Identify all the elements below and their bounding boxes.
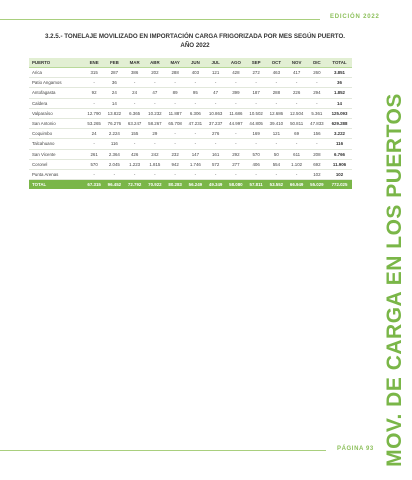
header-month: MAR [125, 58, 145, 68]
month-value-cell: 942 [165, 159, 185, 169]
month-value-cell: 2.364 [104, 149, 124, 159]
month-value-cell: - [266, 98, 286, 108]
month-value-cell: - [185, 78, 205, 88]
month-value-cell: 406 [246, 159, 266, 169]
tonnage-table [29, 58, 352, 189]
month-value-cell: - [165, 78, 185, 88]
month-value-cell: 50 [266, 149, 286, 159]
table-row [29, 169, 352, 179]
month-value-cell: 187 [246, 88, 266, 98]
month-value-cell: 463 [266, 68, 286, 78]
port-name-cell: Coquimbo [29, 129, 84, 139]
row-total-cell: 11.906 [327, 159, 352, 169]
month-value-cell: - [165, 169, 185, 179]
month-value-cell: 116 [104, 139, 124, 149]
month-value-cell: - [287, 139, 307, 149]
month-value-cell: 12.504 [287, 108, 307, 118]
total-value-cell: 56.249 [185, 180, 205, 190]
port-name-cell: Punta Arenas [29, 169, 84, 179]
month-value-cell: 36 [104, 78, 124, 88]
row-total-cell: 14 [327, 98, 352, 108]
month-value-cell: - [185, 129, 205, 139]
month-value-cell: 10.502 [246, 108, 266, 118]
month-value-cell: 29 [145, 129, 165, 139]
total-value-cell: 58.080 [226, 180, 246, 190]
month-value-cell: - [145, 78, 165, 88]
month-value-cell: 44.997 [226, 118, 246, 128]
month-value-cell: 156 [307, 129, 327, 139]
port-name-cell: Valparaíso [29, 108, 84, 118]
month-value-cell: 147 [185, 149, 205, 159]
header-month: ENE [84, 58, 104, 68]
month-value-cell: 37.237 [206, 118, 226, 128]
month-value-cell: 1.223 [125, 159, 145, 169]
table-row [29, 98, 352, 108]
month-value-cell: 226 [287, 88, 307, 98]
table-total-row [29, 180, 352, 190]
month-value-cell: - [206, 78, 226, 88]
header-month: MAY [165, 58, 185, 68]
month-value-cell: - [145, 169, 165, 179]
month-value-cell: 276 [206, 129, 226, 139]
header-month: JUN [185, 58, 205, 68]
month-value-cell: - [125, 98, 145, 108]
month-value-cell: - [226, 139, 246, 149]
month-value-cell: - [266, 139, 286, 149]
title-line-1: 3.2.5.- TONELAJE MOVILIZADO EN IMPORTACIÓN CARGA FRIGORIZADA POR MES SEGÚN PUERTO. [44, 33, 345, 40]
month-value-cell: 44.805 [246, 118, 266, 128]
month-value-cell: 208 [307, 149, 327, 159]
month-value-cell: - [125, 139, 145, 149]
total-value-cell: 66.949 [287, 180, 307, 190]
month-value-cell: 169 [246, 129, 266, 139]
row-total-cell: 3.851 [327, 68, 352, 78]
month-value-cell: 161 [206, 149, 226, 159]
month-value-cell: - [246, 78, 266, 88]
month-value-cell: - [246, 98, 266, 108]
month-value-cell: 272 [246, 68, 266, 78]
table-header-row [29, 58, 352, 68]
month-value-cell: - [287, 78, 307, 88]
header-month: DIC [307, 58, 327, 68]
month-value-cell: 315 [84, 68, 104, 78]
port-name-cell: Coronel [29, 159, 84, 169]
month-value-cell: 47.833 [307, 118, 327, 128]
month-value-cell: 2.045 [104, 159, 124, 169]
month-value-cell: 6.365 [125, 108, 145, 118]
month-value-cell: 232 [165, 149, 185, 159]
month-value-cell: - [185, 98, 205, 108]
month-value-cell: 5.361 [307, 108, 327, 118]
port-name-cell: Patio Angamos [29, 78, 84, 88]
month-value-cell: - [226, 169, 246, 179]
table-row [29, 129, 352, 139]
month-value-cell: 6.306 [185, 108, 205, 118]
month-value-cell: - [165, 139, 185, 149]
month-value-cell: 121 [266, 129, 286, 139]
month-value-cell: 12.686 [266, 108, 286, 118]
row-total-cell: 1.852 [327, 88, 352, 98]
month-value-cell: 11.686 [226, 108, 246, 118]
month-value-cell: 10.863 [206, 108, 226, 118]
header-port: PUERTO [29, 58, 84, 68]
port-name-cell: Talcahuano [29, 139, 84, 149]
header-month: AGO [226, 58, 246, 68]
header-month: NOV [287, 58, 307, 68]
table-row [29, 149, 352, 159]
month-value-cell: 288 [165, 68, 185, 78]
tonnage-table-container [29, 58, 352, 189]
month-value-cell: 76.276 [104, 118, 124, 128]
month-value-cell: 24 [125, 88, 145, 98]
month-value-cell: - [246, 169, 266, 179]
month-value-cell: - [125, 78, 145, 88]
month-value-cell: - [165, 129, 185, 139]
table-row [29, 88, 352, 98]
header-month: OCT [266, 58, 286, 68]
port-name-cell: Antofagasta [29, 88, 84, 98]
month-value-cell: 294 [307, 88, 327, 98]
row-total-cell: 629.288 [327, 118, 352, 128]
total-value-cell: 96.452 [104, 180, 124, 190]
month-value-cell: 2.224 [104, 129, 124, 139]
table-row [29, 159, 352, 169]
month-value-cell: 202 [145, 68, 165, 78]
header-total: TOTAL [327, 58, 352, 68]
month-value-cell: 1.746 [185, 159, 205, 169]
month-value-cell: 24 [104, 88, 124, 98]
month-value-cell: 69 [287, 129, 307, 139]
month-value-cell: 121 [206, 68, 226, 78]
table-row [29, 108, 352, 118]
bottom-rule [0, 450, 326, 451]
total-label-cell: TOTAL [29, 180, 84, 190]
month-value-cell: 50.811 [287, 118, 307, 128]
table-row [29, 78, 352, 88]
month-value-cell: - [206, 139, 226, 149]
month-value-cell: 65.708 [165, 118, 185, 128]
month-value-cell: 13.822 [104, 108, 124, 118]
month-value-cell: 570 [246, 149, 266, 159]
total-value-cell: 67.315 [84, 180, 104, 190]
header-month: SEP [246, 58, 266, 68]
month-value-cell: 611 [287, 149, 307, 159]
month-value-cell: - [287, 98, 307, 108]
header-month: ABR [145, 58, 165, 68]
month-value-cell: - [307, 78, 327, 88]
title-line-2: AÑO 2022 [180, 42, 210, 49]
table-row [29, 118, 352, 128]
month-value-cell: 261 [84, 149, 104, 159]
page-number: PÁGINA 93 [337, 446, 374, 452]
month-value-cell: - [266, 169, 286, 179]
month-value-cell: - [84, 78, 104, 88]
month-value-cell: - [125, 169, 145, 179]
month-value-cell: - [226, 98, 246, 108]
port-name-cell: San Vicente [29, 149, 84, 159]
total-value-cell: 72.792 [125, 180, 145, 190]
header-month: FEB [104, 58, 124, 68]
month-value-cell: - [165, 98, 185, 108]
row-total-cell: 125.093 [327, 108, 352, 118]
header-month: JUL [206, 58, 226, 68]
month-value-cell: 10.232 [145, 108, 165, 118]
month-value-cell: 63.247 [125, 118, 145, 128]
top-rule [0, 19, 320, 20]
month-value-cell: 277 [226, 159, 246, 169]
month-value-cell: 102 [307, 169, 327, 179]
month-value-cell: - [266, 78, 286, 88]
month-value-cell: 47.231 [185, 118, 205, 128]
total-value-cell: 55.029 [307, 180, 327, 190]
row-total-cell: 3.222 [327, 129, 352, 139]
month-value-cell: 399 [226, 88, 246, 98]
month-value-cell: 1.815 [145, 159, 165, 169]
month-value-cell: 92 [84, 88, 104, 98]
month-value-cell: 53.265 [84, 118, 104, 128]
table-row [29, 68, 352, 78]
port-name-cell: Caldera [29, 98, 84, 108]
port-name-cell: San Antonio [29, 118, 84, 128]
month-value-cell: 572 [206, 159, 226, 169]
month-value-cell: - [226, 78, 246, 88]
month-value-cell: 14 [104, 98, 124, 108]
month-value-cell: - [185, 169, 205, 179]
month-value-cell: 292 [226, 149, 246, 159]
month-value-cell: 155 [125, 129, 145, 139]
month-value-cell: 95 [185, 88, 205, 98]
month-value-cell: 58.267 [145, 118, 165, 128]
total-value-cell: 57.811 [246, 180, 266, 190]
month-value-cell: 386 [125, 68, 145, 78]
table-title [20, 32, 370, 50]
month-value-cell: 570 [84, 159, 104, 169]
month-value-cell: 242 [145, 149, 165, 159]
month-value-cell: 288 [266, 88, 286, 98]
month-value-cell: 428 [226, 68, 246, 78]
month-value-cell: - [84, 169, 104, 179]
month-value-cell: 554 [266, 159, 286, 169]
month-value-cell: 287 [104, 68, 124, 78]
month-value-cell: 1.102 [287, 159, 307, 169]
total-value-cell: 70.922 [145, 180, 165, 190]
month-value-cell: - [307, 139, 327, 149]
total-value-cell: 80.283 [165, 180, 185, 190]
month-value-cell: - [145, 98, 165, 108]
month-value-cell: - [206, 169, 226, 179]
month-value-cell: - [84, 98, 104, 108]
month-value-cell: - [206, 98, 226, 108]
month-value-cell: 403 [185, 68, 205, 78]
month-value-cell: 12.790 [84, 108, 104, 118]
side-title-container [378, 95, 412, 465]
side-title: MOV. DE CARGA EN LOS PUERTOS [383, 93, 406, 467]
month-value-cell: - [84, 139, 104, 149]
total-value-cell: 53.552 [266, 180, 286, 190]
month-value-cell: 39.410 [266, 118, 286, 128]
month-value-cell: 426 [125, 149, 145, 159]
row-total-cell: 6.766 [327, 149, 352, 159]
month-value-cell: 11.887 [165, 108, 185, 118]
month-value-cell: 692 [307, 159, 327, 169]
month-value-cell: - [287, 169, 307, 179]
edition-label: EDICIÓN 2022 [330, 14, 380, 20]
total-value-cell: 49.349 [206, 180, 226, 190]
row-total-cell: 36 [327, 78, 352, 88]
month-value-cell: - [185, 139, 205, 149]
month-value-cell: 24 [84, 129, 104, 139]
total-value-cell: 772.025 [327, 180, 352, 190]
port-name-cell: Arica [29, 68, 84, 78]
month-value-cell: 417 [287, 68, 307, 78]
month-value-cell: 47 [206, 88, 226, 98]
month-value-cell: 260 [307, 68, 327, 78]
row-total-cell: 102 [327, 169, 352, 179]
month-value-cell: 47 [145, 88, 165, 98]
month-value-cell: - [104, 169, 124, 179]
month-value-cell: 89 [165, 88, 185, 98]
month-value-cell: - [246, 139, 266, 149]
table-row [29, 139, 352, 149]
month-value-cell: - [145, 139, 165, 149]
month-value-cell: - [226, 129, 246, 139]
row-total-cell: 116 [327, 139, 352, 149]
month-value-cell: - [307, 98, 327, 108]
